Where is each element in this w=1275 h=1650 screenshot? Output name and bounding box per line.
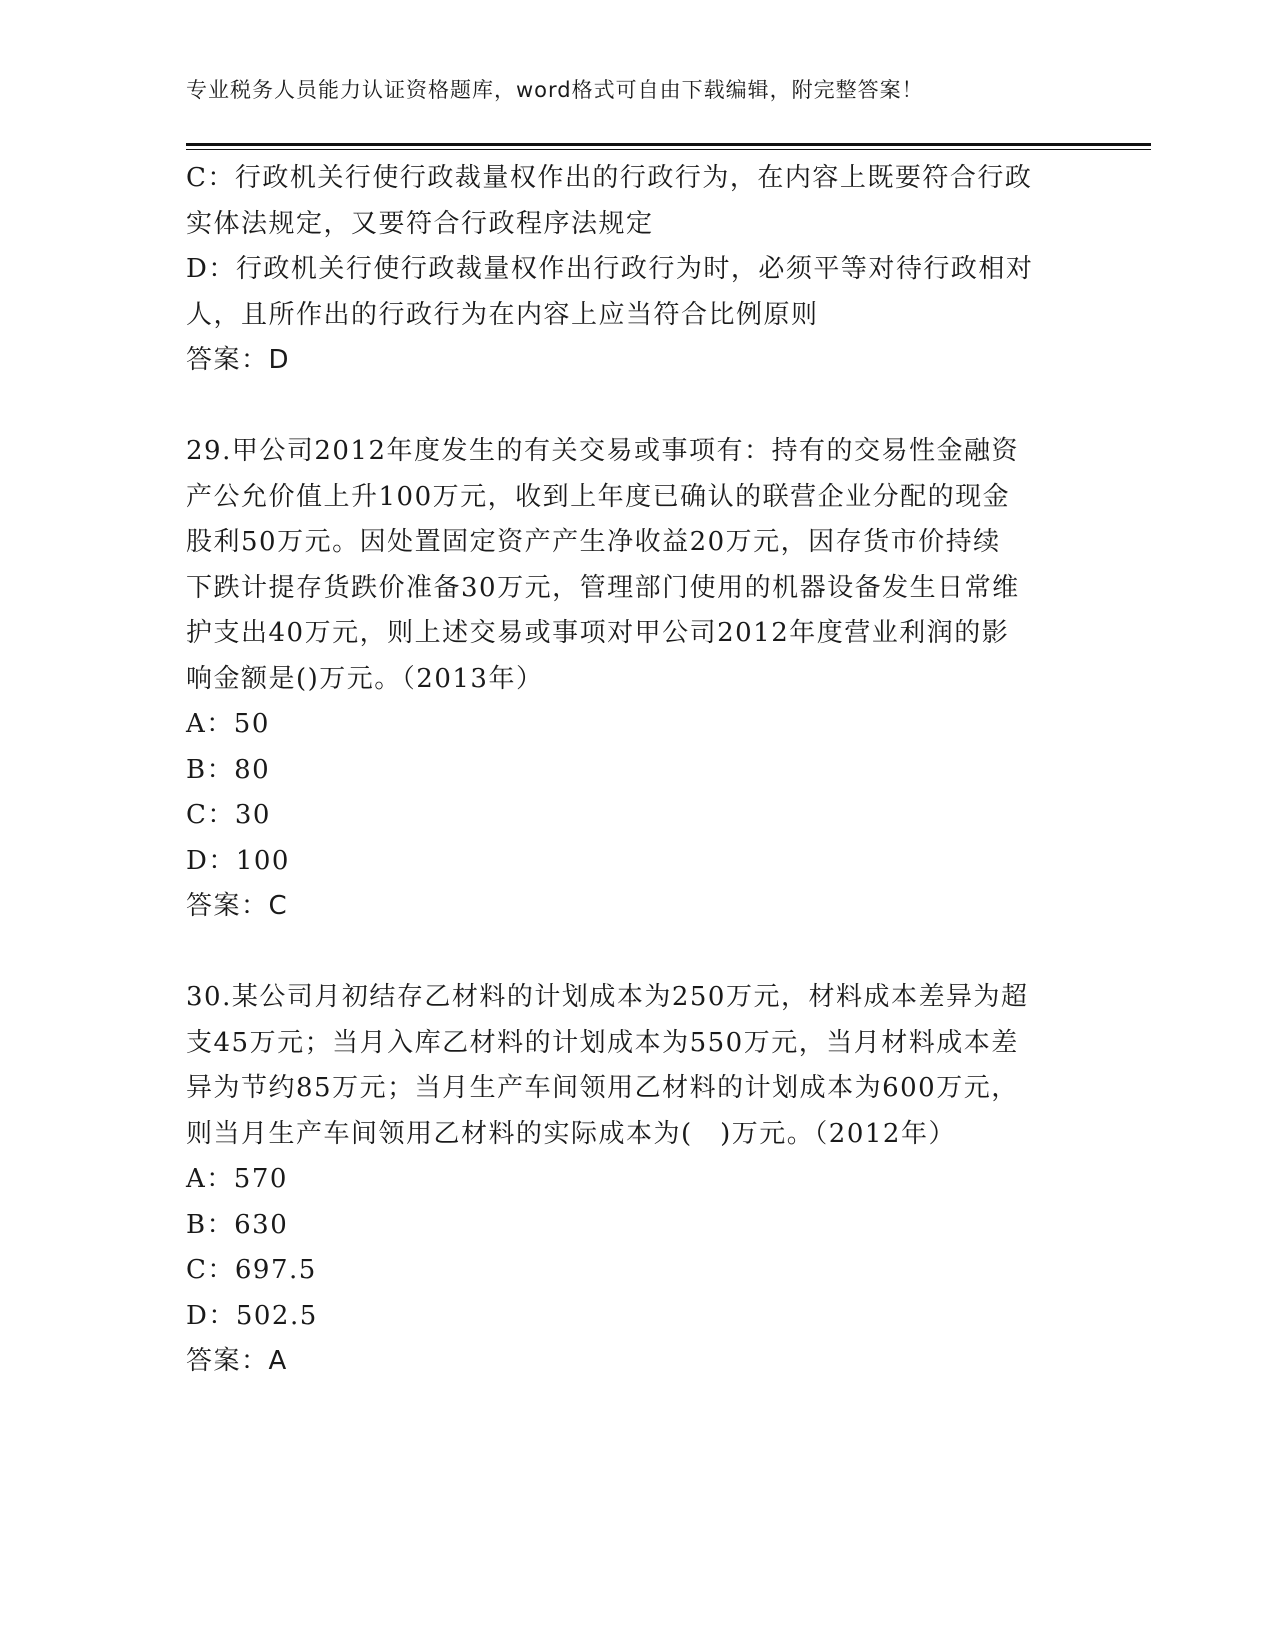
header-divider: [186, 143, 1151, 150]
question-stem-line: 支45万元；当月入库乙材料的计划成本为550万元，当月材料成本差: [186, 1027, 1019, 1058]
option-a: A：50: [186, 709, 270, 739]
answer-line: 答案：C: [186, 891, 289, 921]
answer-line: 答案：A: [186, 1346, 288, 1376]
option-line: 实体法规定，又要符合行政程序法规定: [186, 208, 654, 239]
answer-line: 答案：D: [186, 345, 291, 375]
option-b: B：80: [186, 754, 271, 785]
spacer: [186, 384, 1086, 430]
question-stem-line: 股利50万元。因处置固定资产产生净收益20万元，因存货市价持续: [186, 527, 1001, 557]
previous-question-tail: [186, 156, 1086, 384]
option-d: D：502.5: [186, 1300, 318, 1331]
question-stem-line: 则当月生产车间领用乙材料的实际成本为( )万元。（2012年）: [186, 1118, 956, 1149]
option-line: 人，且所作出的行政行为在内容上应当符合比例原则: [186, 299, 819, 330]
question-stem-line: 29.甲公司2012年度发生的有关交易或事项有：持有的交易性金融资: [186, 436, 1020, 466]
option-c: C：30: [186, 800, 271, 830]
page-header: 专业税务人员能力认证资格题库，word格式可自由下载编辑，附完整答案！: [186, 78, 924, 102]
option-line: D：行政机关行使行政裁量权作出行政行为时，必须平等对待行政相对: [186, 254, 1034, 284]
option-c: C：697.5: [186, 1255, 317, 1285]
question-stem-line: 产公允价值上升100万元，收到上年度已确认的联营企业分配的现金: [186, 481, 1011, 512]
question-stem-line: 下跌计提存货跌价准备30万元，管理部门使用的机器设备发生日常维: [186, 572, 1020, 603]
question-stem-line: 异为节约85万元；当月生产车间领用乙材料的计划成本为600万元，: [186, 1073, 1019, 1103]
question-stem-line: 响金额是()万元。（2013年）: [186, 663, 544, 694]
option-line: C：行政机关行使行政裁量权作出的行政行为，在内容上既要符合行政: [186, 163, 1033, 193]
question-29: [186, 429, 1086, 930]
question-stem-line: 30.某公司月初结存乙材料的计划成本为250万元，材料成本差异为超: [186, 982, 1029, 1012]
option-d: D：100: [186, 845, 290, 876]
question-stem-line: 护支出40万元，则上述交易或事项对甲公司2012年度营业利润的影: [186, 618, 1010, 648]
document-body: [186, 156, 1086, 1385]
option-a: A：570: [186, 1164, 288, 1194]
question-30: [186, 975, 1086, 1385]
spacer: [186, 930, 1086, 976]
option-b: B：630: [186, 1209, 289, 1240]
